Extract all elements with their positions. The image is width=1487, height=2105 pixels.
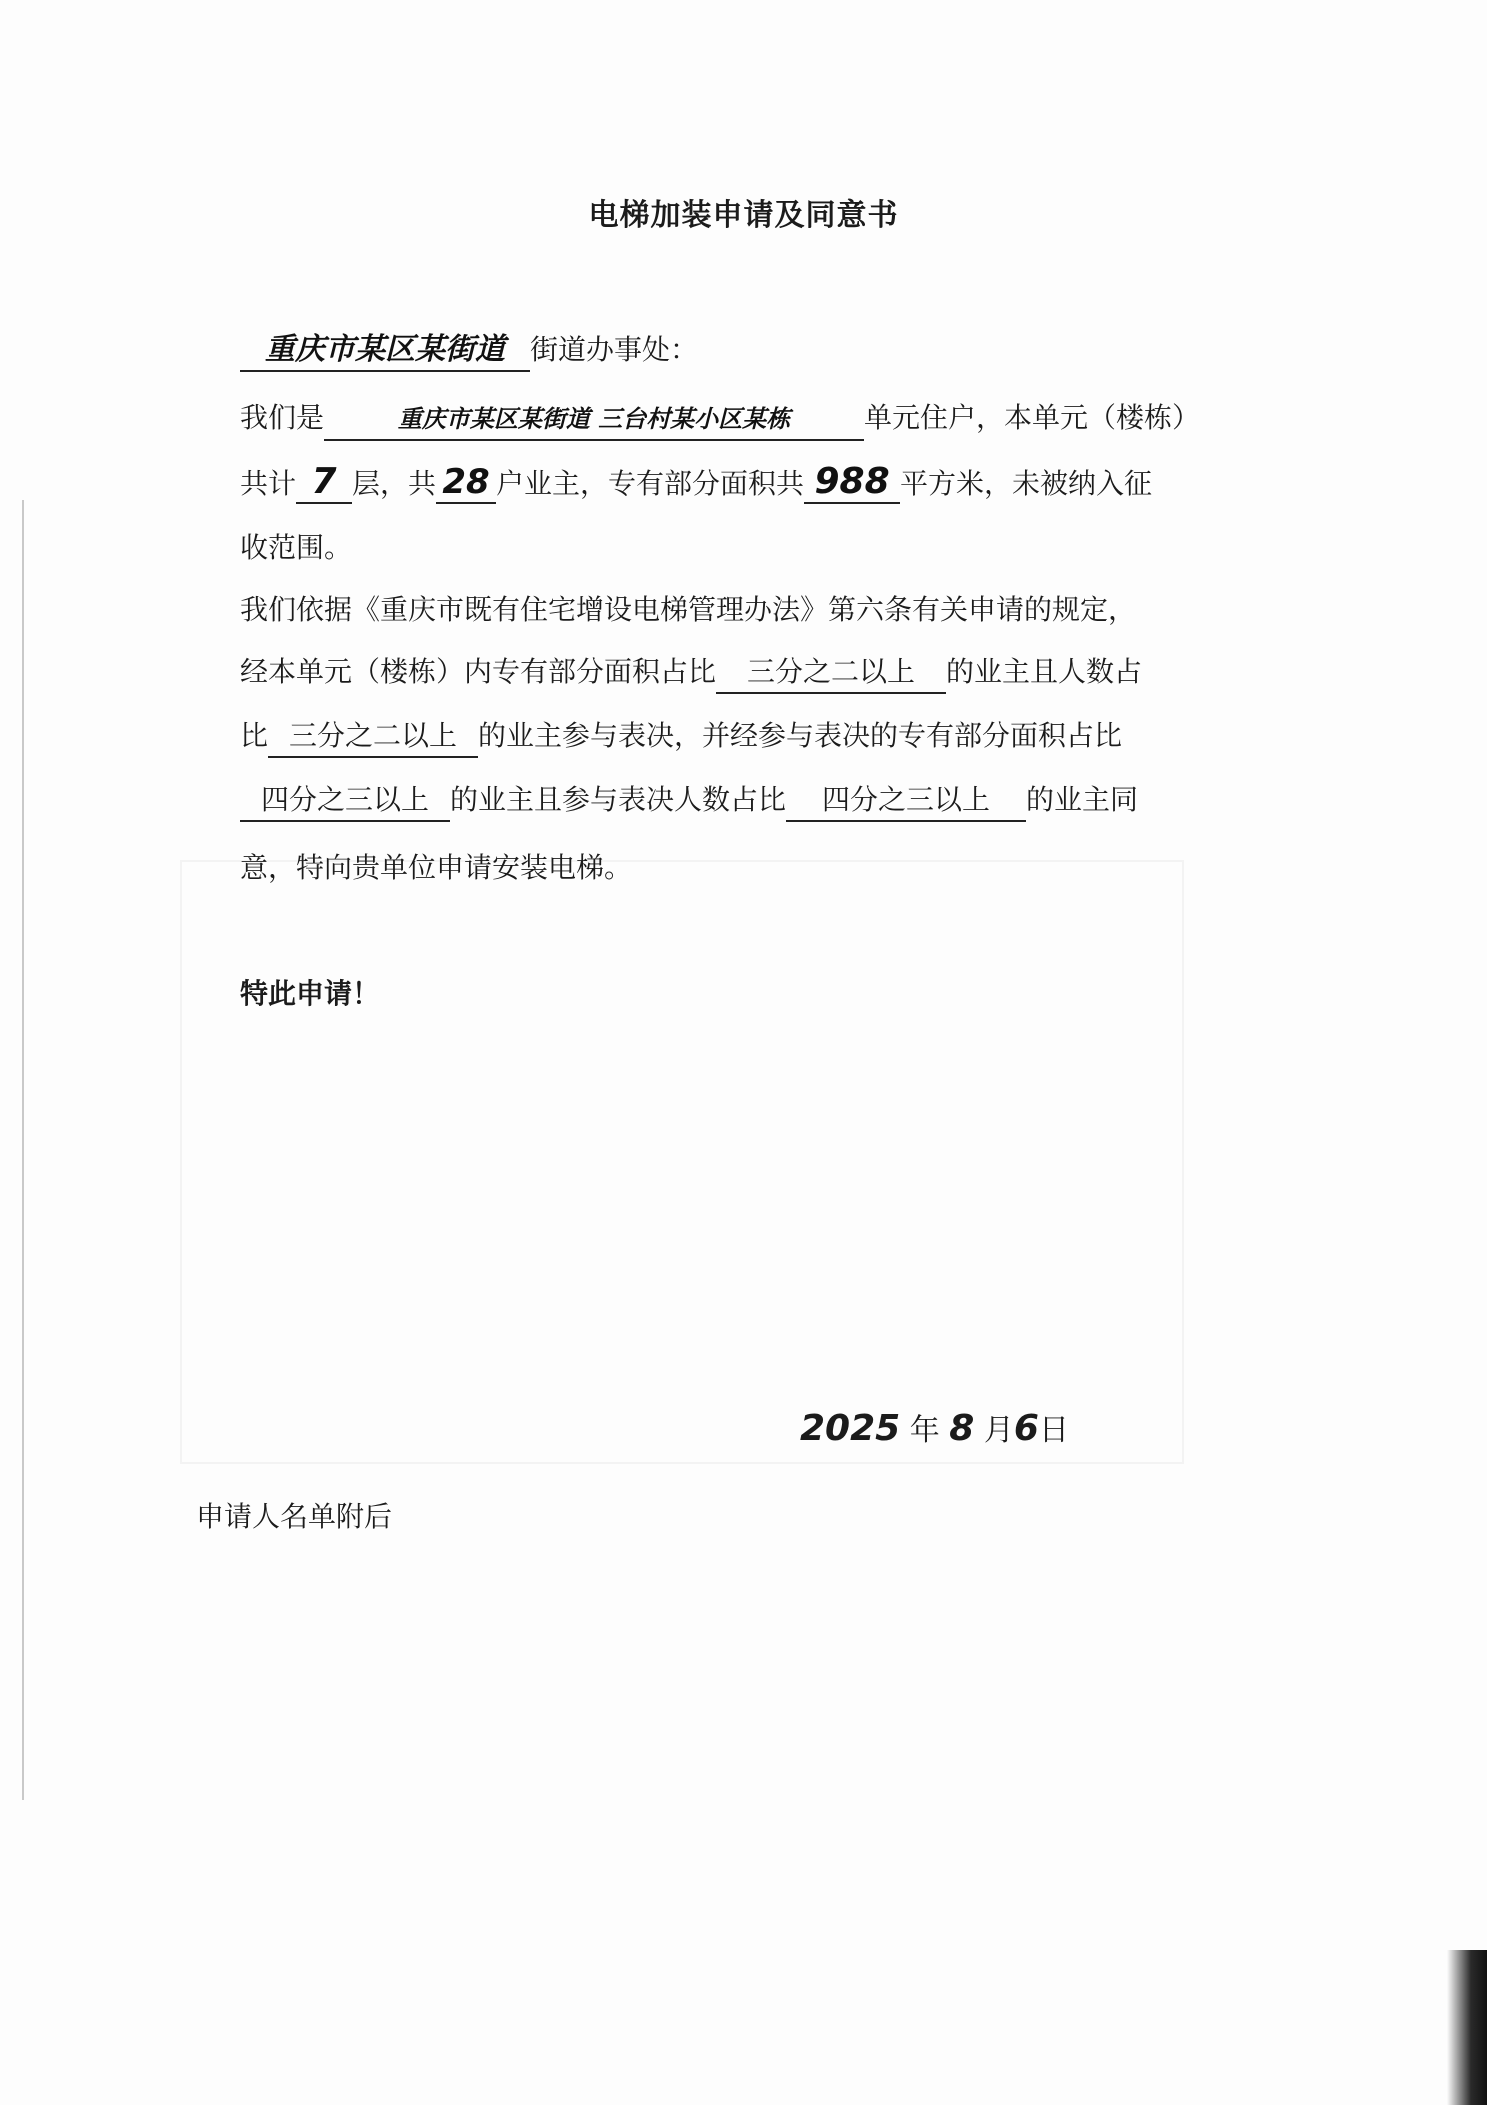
p2-line3-suffix: 的业主参与表决，并经参与表决的专有部分面积占比	[478, 719, 1123, 752]
p1-area-suffix: 平方米，未被纳入征	[900, 467, 1153, 500]
p2-line4	[240, 780, 1138, 822]
p1-total-label: 共计	[240, 467, 297, 500]
p1-line1	[240, 398, 1200, 441]
date-month-label: 月	[983, 1413, 1014, 1448]
p1-prefix: 我们是	[240, 401, 325, 434]
p1-line2	[240, 462, 1152, 504]
handwritten-district: 重庆市某区某街道	[240, 330, 530, 372]
p2-line3	[240, 716, 1122, 758]
signature-date	[800, 1405, 1069, 1449]
p2-line4-mid: 的业主且参与表决人数占比	[450, 783, 787, 816]
scan-edge-right	[1447, 1950, 1487, 2105]
p2-line2	[240, 652, 1142, 694]
appendix-note: 申请人名单附后	[196, 1500, 393, 1533]
ratio-area-participate: 三分之二以上	[716, 652, 946, 694]
date-year: 2025	[800, 1408, 901, 1449]
date-day-label: 日	[1038, 1413, 1069, 1448]
p1-after-unit: 单元住户，本单元（楼栋）	[864, 401, 1201, 434]
date-month: 8	[949, 1408, 975, 1449]
scan-edge-left	[22, 500, 24, 1800]
p1-households-suffix: 户业主，专有部分面积共	[496, 467, 805, 500]
p2-line1: 我们依据《重庆市既有住宅增设电梯管理办法》第六条有关申请的规定，	[240, 593, 1137, 626]
handwritten-unit-address: 重庆市某区某街道 三台村某小区某栋	[324, 399, 864, 441]
p2-line4-suffix: 的业主同	[1026, 783, 1139, 816]
p1-floors-suffix: 层，共	[352, 467, 437, 500]
p2-line3-prefix: 比	[240, 719, 269, 752]
ratio-people-agree: 四分之三以上	[786, 780, 1026, 822]
document-title: 电梯加装申请及同意书	[588, 198, 899, 233]
closing-text: 特此申请！	[240, 977, 381, 1010]
addressee-suffix: 街道办事处：	[530, 333, 699, 366]
handwritten-area: 988	[804, 462, 900, 504]
date-year-label: 年	[909, 1413, 940, 1448]
p2-line2-prefix: 经本单元（楼栋）内专有部分面积占比	[240, 655, 717, 688]
p2-line2-suffix: 的业主且人数占	[946, 655, 1143, 688]
date-day: 6	[1013, 1408, 1039, 1449]
handwritten-households: 28	[436, 462, 496, 504]
handwritten-floors: 7	[296, 462, 352, 504]
p2-line5: 意，特向贵单位申请安装电梯。	[240, 851, 633, 884]
p1-line3: 收范围。	[240, 531, 353, 564]
ratio-people-participate: 三分之二以上	[268, 716, 478, 758]
ratio-area-agree: 四分之三以上	[240, 780, 450, 822]
addressee-line	[240, 330, 698, 372]
bleed-through-ghost	[180, 860, 1184, 1464]
